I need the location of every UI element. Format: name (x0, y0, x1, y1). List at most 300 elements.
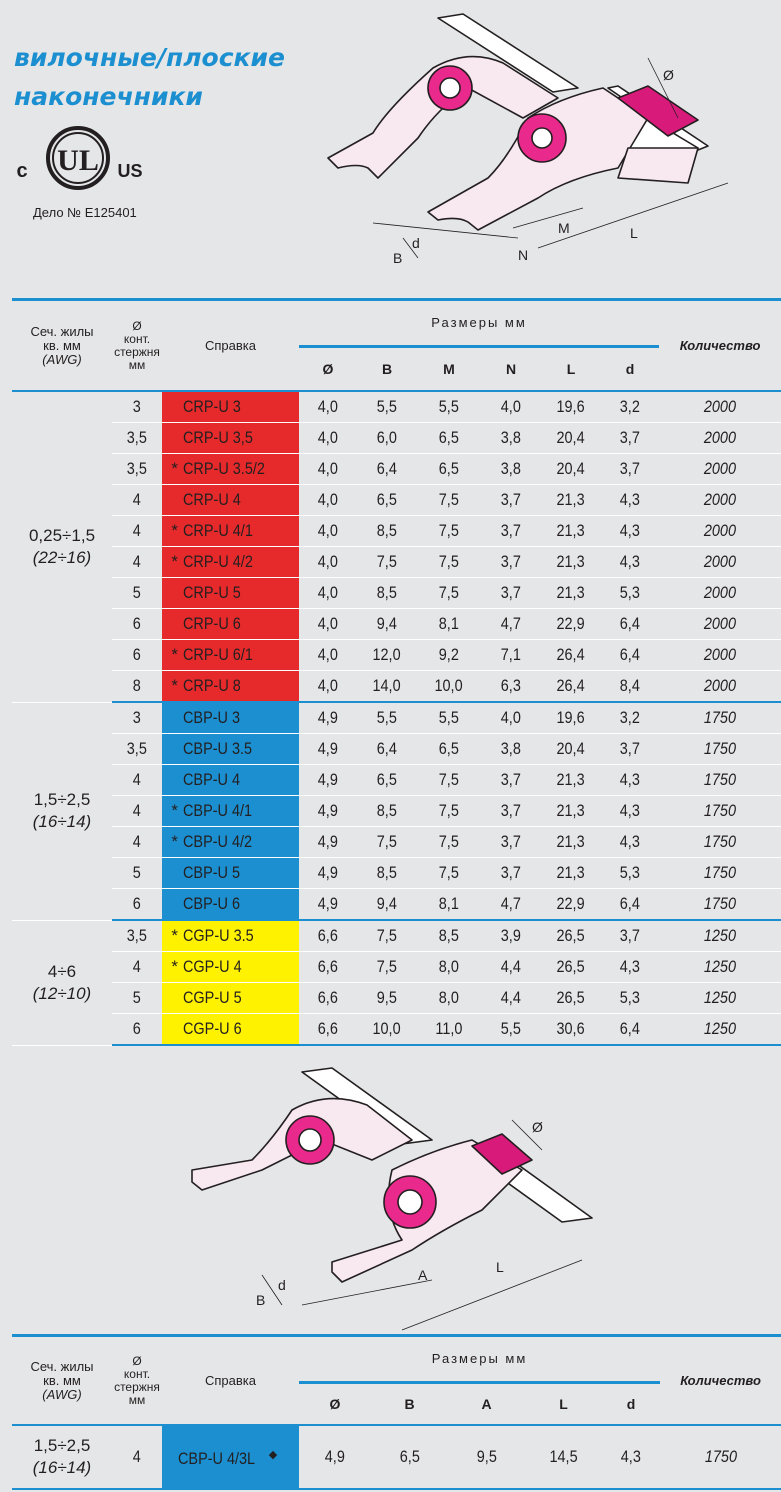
cell-d (601, 609, 659, 640)
table-2-row (12, 1425, 781, 1489)
cell-qty (659, 765, 781, 796)
cell-n (481, 920, 541, 952)
m-value: 7,5 (438, 521, 460, 540)
reference-value: CBP-U 4/2 (182, 832, 252, 851)
dia-value: 4,0 (317, 614, 339, 633)
cell-stud (112, 547, 162, 578)
n-value: 4,0 (500, 708, 522, 727)
t2-dia-value: 4,9 (324, 1447, 346, 1466)
dia-value: 4,9 (317, 801, 339, 820)
cell-stud (112, 702, 162, 734)
cell-stud (112, 578, 162, 609)
cell-dia (299, 1014, 357, 1046)
cell-m (417, 983, 481, 1014)
drawing-1-label-b: B (393, 250, 403, 266)
dia-value: 4,0 (317, 583, 339, 602)
qty-value: 1250 (703, 1019, 737, 1038)
table-1-body (12, 391, 781, 1045)
cell-m (417, 1014, 481, 1046)
cell-l (541, 640, 601, 671)
cell-reference (162, 920, 299, 952)
t2-header-reference: Справка (205, 1372, 256, 1388)
cell-reference (162, 516, 299, 547)
cell-stud (112, 858, 162, 889)
cell-m (417, 858, 481, 889)
t2-header-quantity: Количество (680, 1372, 761, 1388)
b-value: 9,4 (376, 894, 398, 913)
d-value: 3,7 (619, 739, 641, 758)
cell-m (417, 609, 481, 640)
qty-value: 1250 (703, 926, 737, 945)
table-row (12, 516, 781, 547)
cell-stud (112, 671, 162, 703)
qty-value: 1750 (703, 832, 737, 851)
t2-cell-b (371, 1425, 448, 1489)
m-value: 5,5 (438, 708, 460, 727)
reference-value: CRP-U 4/1 (182, 521, 253, 540)
l-value: 22,9 (556, 894, 586, 913)
n-value: 3,9 (500, 926, 522, 945)
star-mark: * (171, 957, 178, 976)
cell-qty (659, 547, 781, 578)
d-value: 4,3 (619, 552, 641, 571)
title-line-1: вилочные/плоские (14, 43, 285, 72)
l-value: 30,6 (556, 1019, 586, 1038)
cell-dia (299, 702, 357, 734)
cell-n (481, 454, 541, 485)
cell-stud (112, 889, 162, 921)
cell-m (417, 952, 481, 983)
b-value: 8,5 (376, 583, 398, 602)
cell-stud (112, 1014, 162, 1046)
cell-dia (299, 454, 357, 485)
t2-header-stud (112, 1336, 162, 1426)
cell-dia (299, 547, 357, 578)
l-value: 19,6 (556, 708, 586, 727)
reference-value: CBP-U 3 (182, 708, 240, 727)
cell-dia (299, 796, 357, 827)
n-value: 5,5 (500, 1019, 522, 1038)
cell-l (541, 1014, 601, 1046)
d-value: 3,2 (619, 708, 641, 727)
t2-header-stud-line-2: конт. (123, 1366, 151, 1381)
t2-section-value: 1,5÷2,5 (33, 1436, 91, 1455)
cell-l (541, 671, 601, 703)
drawing-1-label-m: M (558, 220, 570, 236)
stud-value: 4 (132, 801, 142, 820)
drawing-1-label-l: L (630, 225, 638, 241)
qty-value: 2000 (703, 552, 737, 571)
stud-value: 3 (132, 708, 142, 727)
cell-n (481, 827, 541, 858)
stud-value: 4 (132, 552, 142, 571)
cell-l (541, 454, 601, 485)
stud-value: 6 (132, 614, 142, 633)
dia-value: 6,6 (317, 1019, 339, 1038)
m-value: 8,5 (438, 926, 460, 945)
cell-d (601, 547, 659, 578)
d-value: 3,2 (619, 397, 641, 416)
cell-l (541, 952, 601, 983)
cell-stud (112, 609, 162, 640)
header-dimensions: Размеры мм (299, 300, 659, 347)
qty-value: 1750 (703, 894, 737, 913)
cell-dia (299, 671, 357, 703)
cell-m (417, 423, 481, 454)
table-row (12, 734, 781, 765)
cell-reference (162, 578, 299, 609)
n-value: 3,7 (500, 863, 522, 882)
star-mark: * (171, 676, 178, 695)
n-value: 4,4 (500, 988, 522, 1007)
d-value: 4,3 (619, 957, 641, 976)
section-awg: (12÷10) (32, 983, 92, 1003)
header-section-line-2: кв. мм (43, 337, 81, 353)
m-value: 11,0 (435, 1019, 463, 1038)
cell-reference (162, 454, 299, 485)
cell-d (601, 702, 659, 734)
drawing-1-label-diameter: Ø (663, 67, 674, 83)
m-value: 8,0 (438, 957, 460, 976)
cell-reference (162, 640, 299, 671)
stud-value: 4 (132, 490, 142, 509)
case-number: Дело № E125401 (33, 205, 137, 220)
cell-l (541, 391, 601, 423)
n-value: 3,7 (500, 583, 522, 602)
qty-value: 2000 (703, 490, 737, 509)
cell-l (541, 765, 601, 796)
cell-m (417, 734, 481, 765)
cell-reference (162, 827, 299, 858)
table-row (12, 454, 781, 485)
l-value: 21,3 (556, 832, 586, 851)
cell-n (481, 516, 541, 547)
cell-m (417, 454, 481, 485)
b-value: 6,0 (376, 428, 398, 447)
m-value: 6,5 (438, 459, 460, 478)
header-dim-l: L (566, 361, 576, 377)
cell-n (481, 1014, 541, 1046)
l-value: 26,5 (556, 988, 586, 1007)
cell-qty (659, 578, 781, 609)
cell-l (541, 485, 601, 516)
cell-d (601, 516, 659, 547)
stud-value: 6 (132, 1019, 142, 1038)
cell-qty (659, 516, 781, 547)
fork-terminal-table (12, 298, 781, 1046)
dia-value: 4,9 (317, 863, 339, 882)
page-title (14, 38, 285, 116)
t2-header-dimensions: Размеры мм (299, 1336, 660, 1383)
header-dim-n: N (505, 361, 517, 377)
stud-value: 6 (132, 894, 142, 913)
l-value: 22,9 (556, 614, 586, 633)
cell-b (357, 952, 417, 983)
section-value: 4÷6 (47, 961, 77, 981)
section-value: 1,5÷2,5 (33, 790, 91, 809)
cell-l (541, 983, 601, 1014)
cell-l (541, 920, 601, 952)
cell-reference (162, 1014, 299, 1046)
d-value: 4,3 (619, 521, 641, 540)
cell-n (481, 485, 541, 516)
reference-value: CBP-U 3.5 (182, 739, 252, 758)
stud-value: 8 (132, 676, 142, 695)
cell-b (357, 734, 417, 765)
t2-header-section-line-1: Сеч. жилы (30, 1358, 94, 1374)
l-value: 26,4 (556, 676, 586, 695)
cell-b (357, 702, 417, 734)
b-value: 7,5 (376, 832, 398, 851)
ul-logo-center: UL (57, 144, 99, 177)
l-value: 20,4 (556, 739, 586, 758)
n-value: 3,8 (500, 459, 522, 478)
m-value: 6,5 (438, 739, 460, 758)
cell-m (417, 702, 481, 734)
stud-value: 5 (132, 863, 142, 882)
header-stud-line-4: мм (128, 357, 146, 372)
qty-value: 2000 (703, 428, 737, 447)
reference-value: CRP-U 3 (182, 397, 241, 416)
cell-dia (299, 952, 357, 983)
table-1-header-row-1 (12, 300, 781, 347)
cell-d (601, 485, 659, 516)
t2-header-stud-line-4: мм (128, 1392, 146, 1407)
cell-m (417, 578, 481, 609)
ul-logo-right: US (117, 161, 143, 181)
cell-stud (112, 796, 162, 827)
t2-header-dim-d: d (626, 1396, 636, 1412)
m-value: 8,1 (438, 894, 460, 913)
cell-l (541, 578, 601, 609)
cell-reference (162, 796, 299, 827)
stud-value: 3,5 (126, 428, 148, 447)
cell-d (601, 858, 659, 889)
m-value: 9,2 (438, 645, 460, 664)
drawing-2-label-l: L (496, 1259, 504, 1275)
header-section (12, 300, 112, 392)
cell-qty (659, 454, 781, 485)
l-value: 19,6 (556, 397, 586, 416)
cell-dia (299, 609, 357, 640)
table-row (12, 423, 781, 454)
n-value: 3,7 (500, 801, 522, 820)
cell-n (481, 983, 541, 1014)
b-value: 7,5 (376, 552, 398, 571)
cell-l (541, 609, 601, 640)
qty-value: 1750 (703, 770, 737, 789)
qty-value: 2000 (703, 645, 737, 664)
cell-d (601, 765, 659, 796)
stud-value: 6 (132, 645, 142, 664)
t2-cell-section (12, 1425, 112, 1489)
cell-qty (659, 920, 781, 952)
cell-dia (299, 578, 357, 609)
stud-value: 3,5 (126, 459, 148, 478)
reference-value: CRP-U 4 (182, 490, 241, 509)
reference-value: CGP-U 4 (182, 957, 242, 976)
cell-qty (659, 889, 781, 921)
cell-n (481, 640, 541, 671)
cell-n (481, 858, 541, 889)
ul-certification-logo (12, 120, 152, 200)
reference-value: CGP-U 5 (182, 988, 242, 1007)
d-value: 4,3 (619, 801, 641, 820)
t2-reference-mark: ◆ (268, 1448, 278, 1461)
m-value: 5,5 (438, 397, 460, 416)
b-value: 10,0 (372, 1019, 402, 1038)
t2-header-section (12, 1336, 112, 1426)
cell-qty (659, 609, 781, 640)
cell-b (357, 920, 417, 952)
cell-dia (299, 485, 357, 516)
drawing-2-label-diameter: Ø (532, 1119, 543, 1135)
l-value: 21,3 (556, 552, 586, 571)
table-row (12, 578, 781, 609)
reference-value: CGP-U 3.5 (182, 926, 254, 945)
dia-value: 4,0 (317, 521, 339, 540)
b-value: 9,5 (376, 988, 398, 1007)
table-row (12, 858, 781, 889)
n-value: 3,8 (500, 428, 522, 447)
cell-qty (659, 983, 781, 1014)
t2-cell-reference (162, 1425, 299, 1489)
cell-b (357, 609, 417, 640)
cell-l (541, 889, 601, 921)
header-dim-b: B (381, 361, 393, 377)
l-value: 26,5 (556, 926, 586, 945)
header-dim-d: d (625, 361, 635, 377)
section-awg: (22÷16) (32, 547, 92, 567)
table-row (12, 640, 781, 671)
cell-m (417, 889, 481, 921)
cell-m (417, 640, 481, 671)
cell-qty (659, 858, 781, 889)
cell-m (417, 671, 481, 703)
cell-b (357, 1014, 417, 1046)
dia-value: 4,0 (317, 397, 339, 416)
b-value: 6,4 (376, 459, 398, 478)
stud-value: 4 (132, 770, 142, 789)
t2-header-dim-l: L (559, 1396, 568, 1412)
b-value: 12,0 (372, 645, 402, 664)
qty-value: 2000 (703, 521, 737, 540)
stud-value: 4 (132, 957, 142, 976)
d-value: 6,4 (619, 645, 641, 664)
b-value: 6,5 (376, 770, 398, 789)
table-row (12, 983, 781, 1014)
cell-section (12, 920, 112, 1045)
reference-value: CRP-U 6/1 (182, 645, 253, 664)
header-section-line-1: Сеч. жилы (30, 323, 94, 339)
dia-value: 4,9 (317, 739, 339, 758)
dia-value: 6,6 (317, 957, 339, 976)
cell-qty (659, 671, 781, 703)
cell-d (601, 391, 659, 423)
dia-value: 4,9 (317, 832, 339, 851)
drawing-2-label-a: A (418, 1267, 428, 1283)
cell-d (601, 1014, 659, 1046)
l-value: 21,3 (556, 583, 586, 602)
cell-d (601, 671, 659, 703)
cell-m (417, 485, 481, 516)
cell-l (541, 423, 601, 454)
cell-dia (299, 391, 357, 423)
cell-l (541, 702, 601, 734)
d-value: 3,7 (619, 926, 641, 945)
cell-m (417, 827, 481, 858)
n-value: 4,7 (500, 614, 522, 633)
qty-value: 2000 (703, 459, 737, 478)
cell-stud (112, 640, 162, 671)
cell-reference (162, 702, 299, 734)
m-value: 7,5 (438, 801, 460, 820)
qty-value: 1750 (703, 739, 737, 758)
table-row (12, 796, 781, 827)
cell-m (417, 391, 481, 423)
n-value: 3,7 (500, 552, 522, 571)
cell-qty (659, 1014, 781, 1046)
l-value: 20,4 (556, 428, 586, 447)
cell-d (601, 578, 659, 609)
dia-value: 4,9 (317, 770, 339, 789)
dia-value: 4,0 (317, 552, 339, 571)
t2-header-section-line-2: кв. мм (43, 1372, 81, 1388)
reference-value: CBP-U 5 (182, 863, 240, 882)
cell-n (481, 547, 541, 578)
cell-stud (112, 952, 162, 983)
cell-stud (112, 391, 162, 423)
m-value: 7,5 (438, 863, 460, 882)
d-value: 3,7 (619, 428, 641, 447)
n-value: 3,7 (500, 832, 522, 851)
cell-dia (299, 734, 357, 765)
b-value: 7,5 (376, 957, 398, 976)
star-mark: * (171, 801, 178, 820)
cell-b (357, 640, 417, 671)
table-row (12, 889, 781, 921)
cell-b (357, 578, 417, 609)
cell-stud (112, 734, 162, 765)
l-value: 21,3 (556, 490, 586, 509)
reference-value: CBP-U 4/1 (182, 801, 252, 820)
t2-cell-a (448, 1425, 525, 1489)
cell-qty (659, 796, 781, 827)
d-value: 8,4 (619, 676, 641, 695)
reference-value: CRP-U 4/2 (182, 552, 253, 571)
d-value: 4,3 (619, 832, 641, 851)
stud-value: 4 (132, 832, 142, 851)
header-stud-line-2: конт. (123, 331, 151, 346)
cell-n (481, 609, 541, 640)
header-quantity: Количество (679, 337, 761, 353)
cell-stud (112, 485, 162, 516)
cell-b (357, 765, 417, 796)
table-row (12, 547, 781, 578)
cell-d (601, 423, 659, 454)
cell-qty (659, 827, 781, 858)
cell-stud (112, 423, 162, 454)
cell-d (601, 920, 659, 952)
t2-header-dim-diameter: Ø (329, 1396, 341, 1412)
m-value: 7,5 (438, 770, 460, 789)
cell-l (541, 827, 601, 858)
cell-reference (162, 983, 299, 1014)
drawing-2-label-d: d (278, 1277, 286, 1293)
table-row (12, 391, 781, 423)
header-stud-line-3: стержня (114, 344, 160, 359)
cell-d (601, 454, 659, 485)
